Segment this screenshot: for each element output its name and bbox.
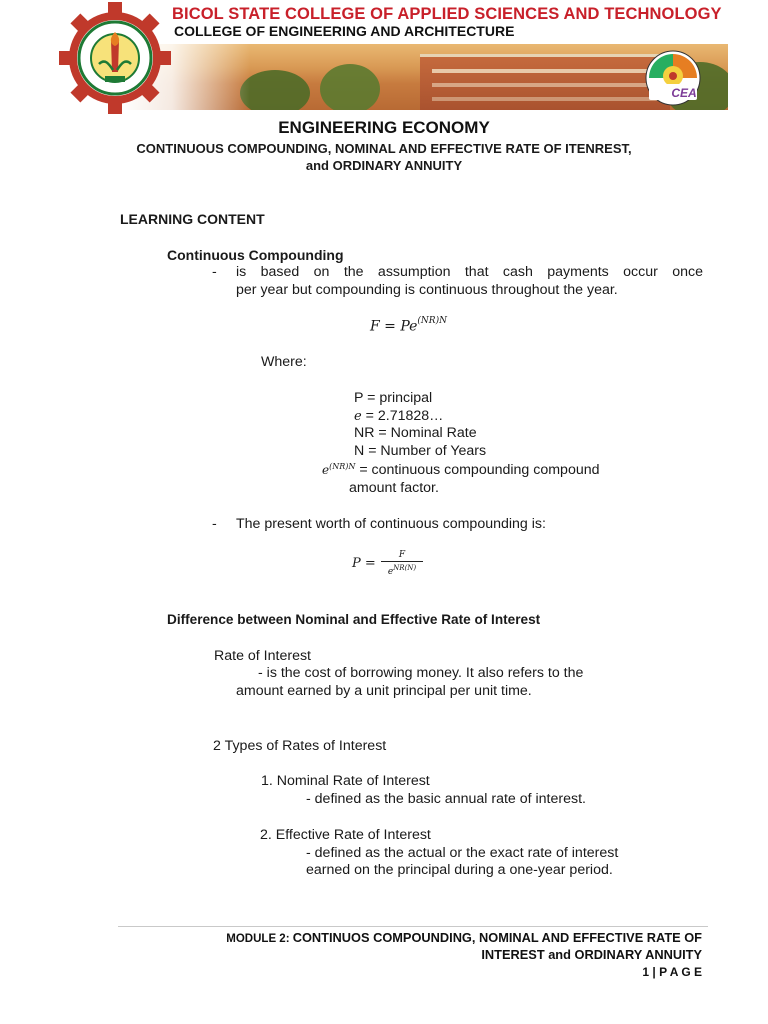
cc-bullet2: The present worth of continuous compounding is: bbox=[236, 516, 546, 532]
college-seal-logo bbox=[56, 2, 174, 114]
subtitle-line-1: CONTINUOUS COMPOUNDING, NOMINAL AND EFFECTIVE RATE OF ITENREST, bbox=[136, 141, 632, 156]
def-compound-factor-cont: amount factor. bbox=[349, 480, 439, 496]
where-label: Where: bbox=[261, 354, 307, 370]
type2-label: 2. Effective Rate of Interest bbox=[260, 827, 431, 843]
section-heading: LEARNING CONTENT bbox=[120, 211, 265, 227]
footer-divider bbox=[118, 926, 708, 927]
bullet-dash: - bbox=[212, 516, 217, 532]
def-compound-factor: $e^{(NR)N}$ = continuous compounding compound bbox=[322, 462, 600, 478]
cc-bullet1-line1: is based on the assumption that cash payments occur once bbox=[236, 264, 703, 280]
def-e: e = 2.71828… bbox=[354, 408, 444, 424]
types-label: 2 Types of Rates of Interest bbox=[213, 738, 387, 754]
roi-line-1: - is the cost of borrowing money. It also refers to the bbox=[258, 665, 584, 681]
type2-def-line-1: - defined as the actual or the exact rate of interest bbox=[306, 845, 619, 861]
subtitle-line-2: and ORDINARY ANNUITY bbox=[305, 158, 463, 173]
roi-label: Rate of Interest bbox=[214, 648, 311, 664]
def-number-of-years: N = Number of Years bbox=[354, 443, 487, 459]
roi-line-2: amount earned by a unit principal per unit time. bbox=[236, 683, 532, 699]
type2-def-line-2: earned on the principal during a one-year period. bbox=[306, 862, 613, 878]
school-name: BICOL STATE COLLEGE OF APPLIED SCIENCES AND TECHNOLOGY bbox=[172, 5, 722, 23]
cc-heading: Continuous Compounding bbox=[167, 247, 344, 263]
type1-label: 1. Nominal Rate of Interest bbox=[261, 773, 430, 789]
college-name: COLLEGE OF ENGINEERING AND ARCHITECTURE bbox=[174, 23, 515, 39]
type1-def: - defined as the basic annual rate of interest. bbox=[306, 791, 586, 807]
formula-future-worth: $F = Pe^{(NR)N}$ bbox=[370, 316, 447, 335]
def-nominal-rate: NR = Nominal Rate bbox=[354, 425, 477, 441]
document-title: ENGINEERING ECONOMY bbox=[278, 118, 490, 137]
page-number: 1 | P A G E bbox=[642, 965, 702, 979]
formula-present-worth-fraction: F $e^{NR(N)}$ bbox=[381, 550, 423, 578]
cc-bullet1-line2: per year but compounding is continuous throughout the year. bbox=[236, 282, 618, 298]
svg-text:CEA: CEA bbox=[671, 86, 697, 100]
diff-heading: Difference between Nominal and Effective Rate of Interest bbox=[167, 612, 541, 627]
bullet-dash: - bbox=[212, 264, 217, 280]
def-principal: P = principal bbox=[354, 390, 433, 406]
footer-module-line-1: MODULE 2: CONTINUOS COMPOUNDING, NOMINAL AND EFFECTIVE RATE OF bbox=[226, 930, 702, 945]
footer-module-line-2: INTEREST and ORDINARY ANNUITY bbox=[481, 947, 702, 962]
cea-logo bbox=[640, 50, 706, 106]
header-campus-photo bbox=[120, 44, 728, 110]
formula-present-worth-lhs: P = bbox=[352, 556, 376, 571]
